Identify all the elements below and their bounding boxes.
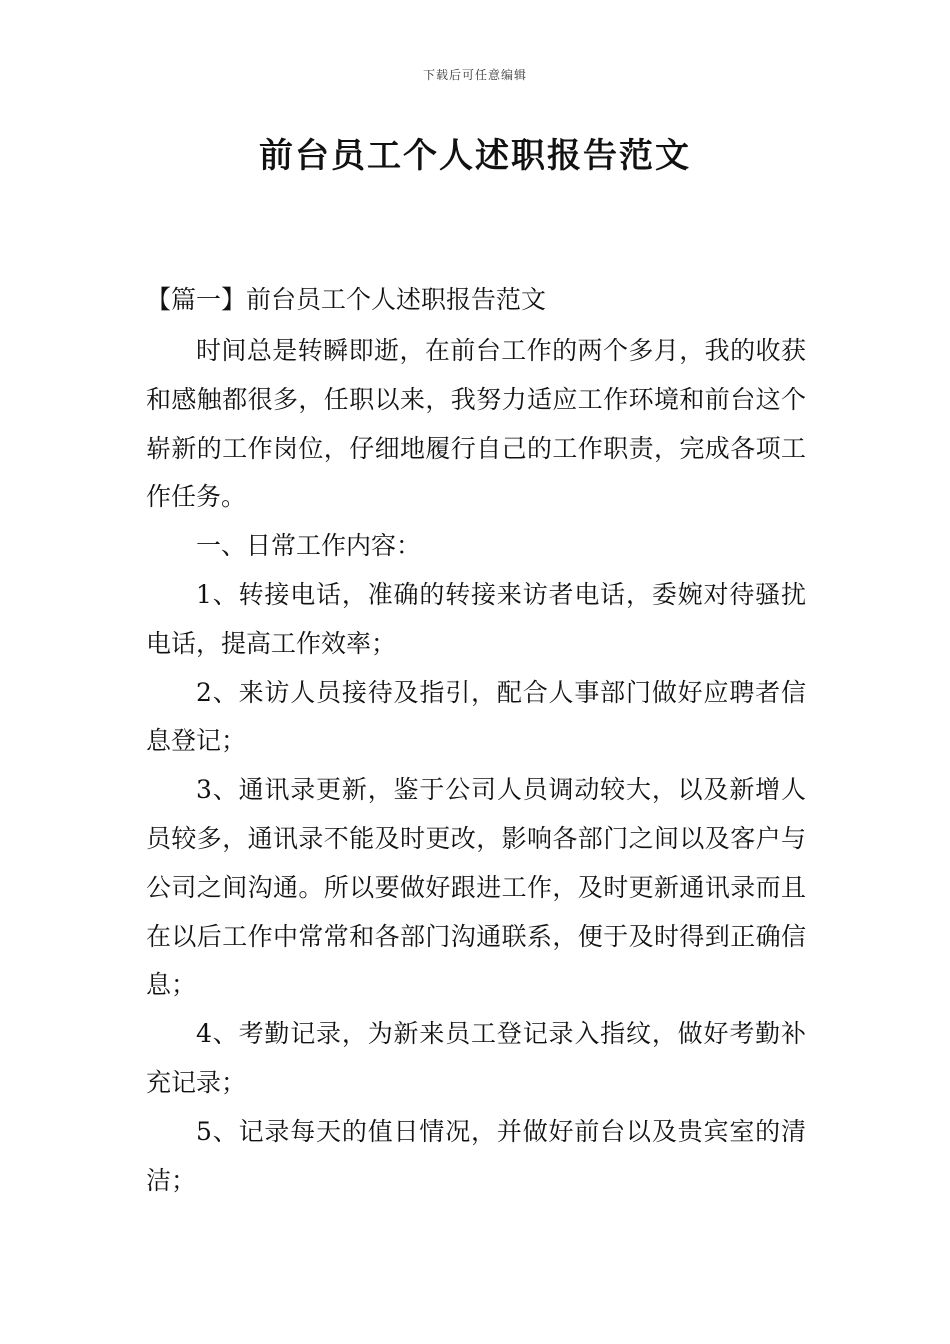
document-title: 前台员工个人述职报告范文 <box>259 136 691 176</box>
list-item-5: 5、记录每天的值日情况，并做好前台以及贵宾室的清洁； <box>146 1116 806 1195</box>
document-body <box>146 280 806 1205</box>
subsection-heading: 一、日常工作内容： <box>196 531 422 561</box>
list-item-2: 2、来访人员接待及指引，配合人事部门做好应聘者信息登记； <box>146 677 806 756</box>
list-item-1: 1、转接电话，准确的转接来访者电话，委婉对待骚扰电话，提高工作效率； <box>146 579 806 658</box>
list-item-3: 3、通讯录更新，鉴于公司人员调动较大，以及新增人员较多，通讯录不能及时更改，影响各部门之间以及客户与公司之间沟通。所以要做好跟进工作，及时更新通讯录而且在以后工作中常常和各部门沟通联系，便于及时得到正确信息； <box>146 775 806 1000</box>
header-note: 下载后可任意编辑 <box>422 68 527 82</box>
section-heading: 【篇一】前台员工个人述职报告范文 <box>146 285 547 314</box>
intro-paragraph: 时间总是转瞬即逝，在前台工作的两个多月，我的收获和感触都很多，任职以来，我努力适应工作环境和前台这个崭新的工作岗位，仔细地履行自己的工作职责，完成各项工作任务。 <box>146 336 806 512</box>
list-item-4: 4、考勤记录，为新来员工登记录入指纹，做好考勤补充记录； <box>146 1019 806 1097</box>
